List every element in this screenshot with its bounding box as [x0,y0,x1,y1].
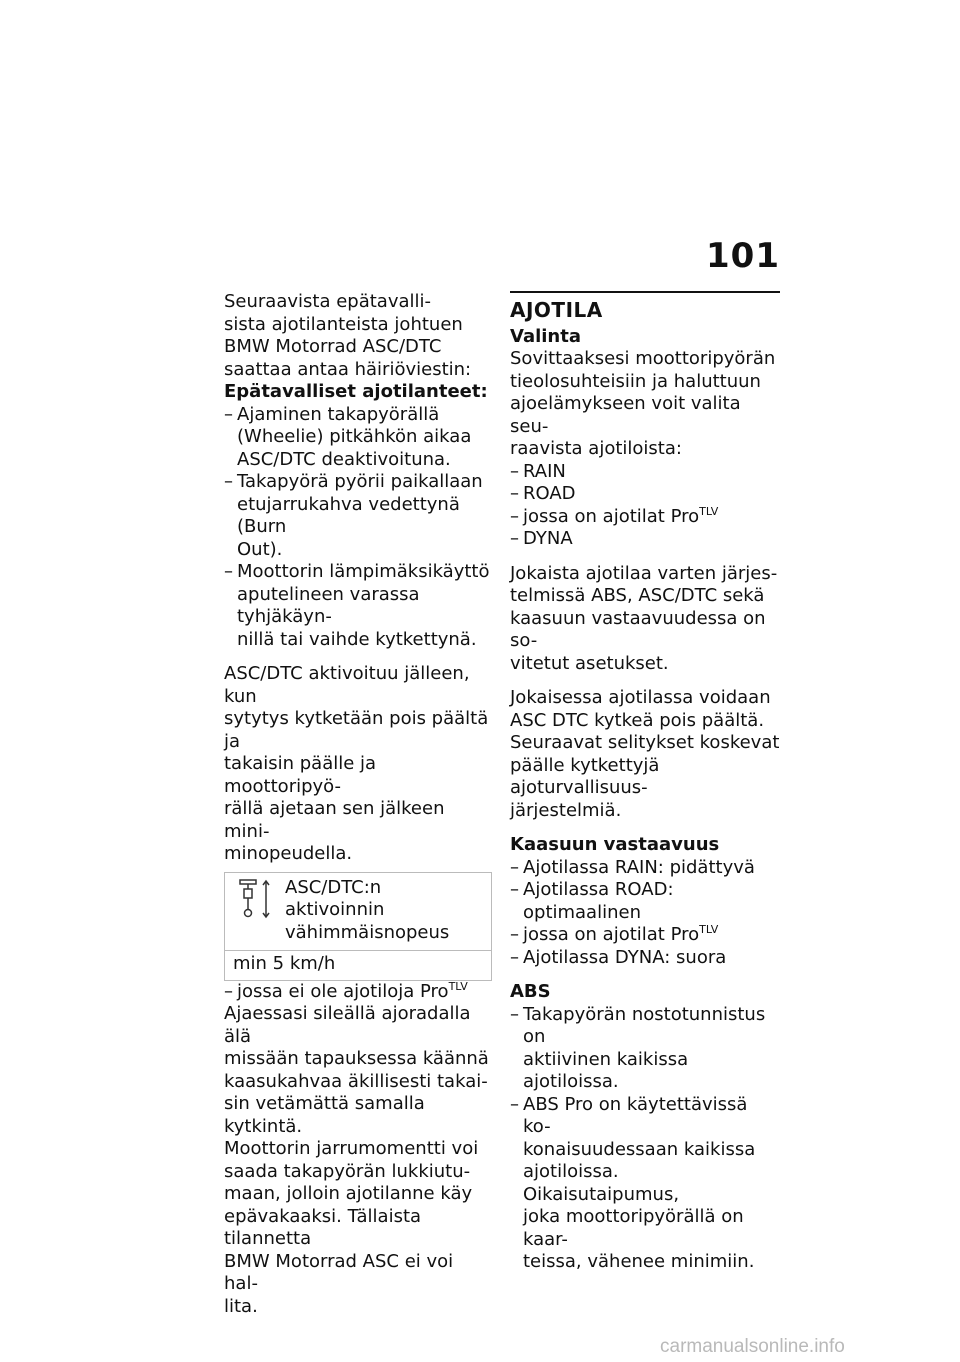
list-item: – Ajotilassa DYNA: suora [510,947,780,970]
list-item: – Ajotilassa RAIN: pidättyvä [510,857,780,880]
riding-modes-list [510,461,780,506]
abs-list [510,1004,780,1274]
warning-paragraph: Ajaessasi sileällä ajoradalla älä missään tapauksessa käännä kaasukahvaa äkillisesti takai- sin vetämättä samalla kytkintä. Moottorin jarrumomentti voi saada takapyörän lukkiutu- maan, jolloin ajotilanne käy epävakaaksi. Tällaista tilannetta BMW Motorrad ASC ei voi hal- lita. [224,1003,489,1317]
valinta-paragraph: Sovittaaksesi moottoripyörän tieolosuhteisiin ja haluttuun ajoelämykseen voit valita seu- raavista ajotiloista: [510,348,776,459]
list-item: – Moottorin lämpimäksikäyttö aputelineen varassa tyhjäkäyn- nillä tai vaihde kytkettynä. [224,561,492,651]
abs-heading: ABS [510,981,551,1002]
list-item: – Ajotilassa ROAD: optimaalinen [510,879,780,924]
condition-note: – jossa ei ole ajotiloja Pro$^{TLV}$ [224,981,492,1004]
watermark: carmanualsonline.info [660,1336,845,1357]
switch-paragraph: Jokaisessa ajotilassa voidaan ASC DTC kytkeä pois päältä. Seuraavat selitykset koskevat päälle kytkettyjä ajoturvallisuus- järjestelmiä. [510,687,780,821]
list-item: – RAIN [510,461,780,484]
modes-paragraph: Jokaista ajotilaa varten järjes- telmissä ABS, ASC/DTC sekä kaasuun vastaavuudessa on so- vitetut asetukset. [510,562,778,674]
unusual-situations-list [224,404,492,652]
list-item: – ABS Pro on käytettävissä ko- konaisuudessaan kaikissa ajotiloissa. Oikaisutaipumus, joka moottoripyörällä on kaar- teissa, vähenee minimiin. [510,1094,780,1274]
throttle-pro-note: – jossa on ajotilat Pro$^{TLV}$ – Ajotilassa DYNA: suora [510,924,780,969]
spec-header [225,873,491,952]
unusual-situations-heading: Epätavalliset ajotilanteet: [224,381,488,402]
spec-table [224,872,492,981]
throttle-list [510,857,780,925]
throttle-heading: Kaasuun vastaavuus [510,834,720,855]
list-item: – Takapyörä pyörii paikallaan etujarrukahva vedettynä (Burn Out). [224,471,492,561]
spec-value: min 5 km/h [233,953,336,974]
left-column [224,291,492,1318]
valinta-heading: Valinta [510,325,581,347]
right-column [510,291,780,1274]
intro-paragraph: Seuraavista epätavalli- sista ajotilanteista johtuen BMW Motorrad ASC/DTC saattaa antaa häiriöviestin: [224,291,472,380]
list-item: – Takapyörän nostotunnistus on aktiivinen kaikissa ajotiloissa. [510,1004,780,1094]
pro-note: – jossa on ajotilat Pro$^{TLV}$ – DYNA [510,506,780,551]
spec-title: ASC/DTC:n aktivoinnin vähimmäisnopeus [285,876,450,943]
section-title: AJOTILA [510,291,780,322]
list-item: – Ajaminen takapyörällä (Wheelie) pitkähkön aikaa ASC/DTC deaktivoituna. [224,404,492,472]
reactivation-paragraph: ASC/DTC aktivoituu jälleen, kun sytytys kytketään pois päältä ja takaisin päälle ja moottoripyö- rällä ajetaan sen jälkeen mini- minopeudella. [224,663,489,864]
engine-speed-icon [235,877,275,921]
list-item: – ROAD [510,483,780,506]
page-number: 101 [706,236,780,276]
list-item: – DYNA [510,528,780,551]
